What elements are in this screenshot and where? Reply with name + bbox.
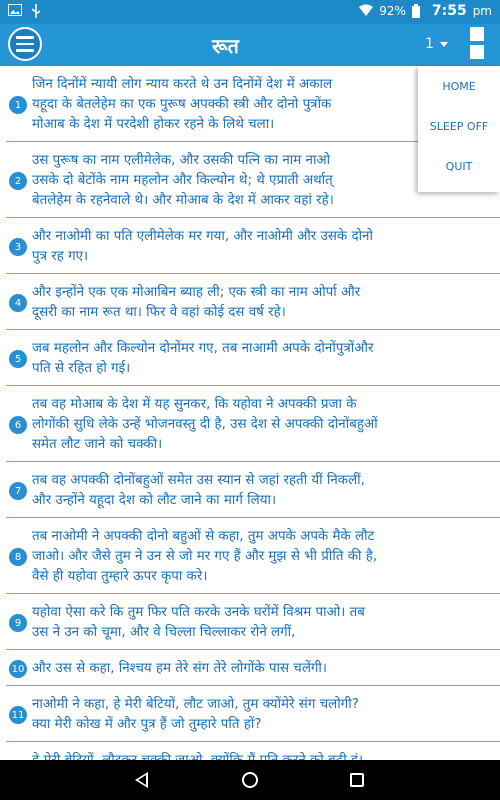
verse-text-line: और उस से कहा, निश्‍चय हम तेरे संग तेरे लोगोंके पास चलेंगी। (32, 661, 327, 676)
verse-number-badge: 8 (9, 548, 27, 566)
verse-number-badge: 2 (9, 172, 27, 190)
verse-text-line: जाओ। और जैसे तुम ने उन से जो मर गए हैं और मुझ से भी प्रीति की है, (32, 549, 378, 564)
app-bar (0, 24, 500, 66)
verse-item[interactable] (6, 686, 500, 742)
verse-item[interactable] (6, 274, 500, 330)
home-icon[interactable] (242, 772, 258, 788)
verse-text-line: पति से रहित हो गई। (32, 361, 131, 376)
verse-number-badge: 6 (9, 416, 27, 434)
verse-text-line: और इन्होंने एक एक मोआबिन ब्याह ली; एक स्त्री का नाम ओर्पा और (32, 285, 361, 300)
verse-number-badge: 9 (9, 614, 27, 632)
verse-text-line: दूसरी का नाम रूत था। फिर वे वहां कोई दस वर्ष रहे। (32, 305, 286, 320)
battery-percent: 92% (379, 4, 406, 18)
verse-text-line: तब नाओमी ने अपक्की दोनो बहुओं से कहा, तुम अपके अपके मैके लौट (32, 529, 375, 544)
usb-icon (30, 4, 44, 18)
chapter-selector[interactable] (425, 36, 448, 52)
verse-item[interactable] (6, 518, 500, 594)
verse-text-line: जब महलोन और किल्योन दोनोंमर गए, तब नाआमी अपके दोनोंपुत्रोंऔर (32, 341, 374, 356)
hamburger-menu-icon[interactable] (8, 27, 42, 61)
verse-text-line: तब वह अपक्की दोनोंबहुओं समेत उस स्यान से जहां रहती यीं निकलीं, (32, 473, 365, 488)
verse-text-line: और उन्होंने यहूदा देश को लौट जाने का मार्ग लिया। (32, 493, 277, 508)
verse-text-line: समेत लौट जाने को चक्की। (32, 437, 163, 452)
verse-number-badge: 3 (9, 238, 27, 256)
verse-item[interactable] (6, 650, 500, 686)
verse-item[interactable] (6, 594, 500, 650)
verse-number-badge: 5 (9, 350, 27, 368)
recent-apps-icon[interactable] (350, 773, 364, 787)
verse-text-line: जिन दिनोंमें न्यायी लोग न्याय करते थे उन दिनोंमें देश में अकाल (32, 77, 333, 92)
verse-text-line: उस पुरूष का नाम एलीमेलेक, और उसकी पत्नि का नाम नाओ (32, 153, 331, 168)
menu-item-quit[interactable]: QUIT (445, 159, 473, 173)
verse-text-line: और नाओमी का पति एलीमेलेक मर गया, और नाओमी और उसके दोनो (32, 229, 373, 244)
verse-text-line: तब वह मोआब के देश में यह सुनकर, कि यहोवा ने अपक्की प्रजा के (32, 397, 357, 412)
overflow-menu (418, 66, 500, 192)
verse-text-line: वैसे ही यहोवा तुम्हारे ऊपर कृपा करे। (32, 569, 208, 584)
verse-item[interactable] (6, 386, 500, 462)
menu-item-sleep-off[interactable]: SLEEP OFF (429, 119, 489, 133)
status-time: 7:55 (431, 3, 467, 19)
battery-icon (412, 4, 426, 18)
verse-number-badge: 4 (9, 294, 27, 312)
page-title: रूत (212, 34, 239, 58)
verse-text-line: क्या मेरी कोख में और पुत्र हैं जो तुम्हारे पति हों? (32, 717, 262, 732)
wifi-icon (359, 4, 373, 18)
verse-text-line: यहोवा ऐसा करे कि तुम फिर पति करके उनके घरोंमें विश्रम पाओ। तब (32, 605, 365, 620)
verse-item[interactable] (6, 218, 500, 274)
verse-number-badge: 1 (9, 96, 27, 114)
navigation-bar (0, 760, 500, 800)
verse-text-line: पुत्र रह गए। (32, 249, 89, 264)
verse-item[interactable] (6, 330, 500, 386)
verse-text-line: बेतलेहेम के रहनेवाले थे। और मोआब के देश में आकर वहां रहे। (32, 193, 334, 208)
status-time-suffix: pm (472, 4, 492, 18)
verse-text-line: नाओमी ने कहा, हे मेरी बेटियों, लौट जाओ, तुम क्योंमेरे संग चलोगी? (32, 697, 359, 712)
verse-text-line: यहूदा के बेतलेहेम का एक पुरूष अपक्की स्त्री और दोनो पुत्रोंक (32, 97, 332, 112)
verse-text-line: उसके दो बेटोंके नाम महलोन और किल्योन थे; थे एप्राती अर्थात् (32, 173, 333, 188)
verse-number-badge: 7 (9, 482, 27, 500)
verse-text-line: लोगोंकी सुधि लेके उन्हें भोजनवस्तु दी है, उस देश से अपक्की दोनोंबहुओं (32, 417, 378, 432)
chevron-down-icon (440, 42, 448, 47)
image-icon (8, 4, 22, 18)
chapter-number: 1 (425, 36, 434, 52)
status-bar (0, 0, 500, 24)
verse-number-badge: 11 (9, 706, 27, 724)
verse-text-line: उस ने उन को चूमा, और वे चिल्ला चिल्लाकर रोने लगीं, (32, 625, 296, 640)
verse-item[interactable] (6, 462, 500, 518)
verse-number-badge: 10 (9, 660, 27, 678)
verse-text-line: मोआब के देश में परदेशी होकर रहने के लिथे चला। (32, 117, 275, 132)
menu-item-home[interactable]: HOME (442, 79, 476, 93)
overflow-menu-icon[interactable] (470, 27, 490, 63)
